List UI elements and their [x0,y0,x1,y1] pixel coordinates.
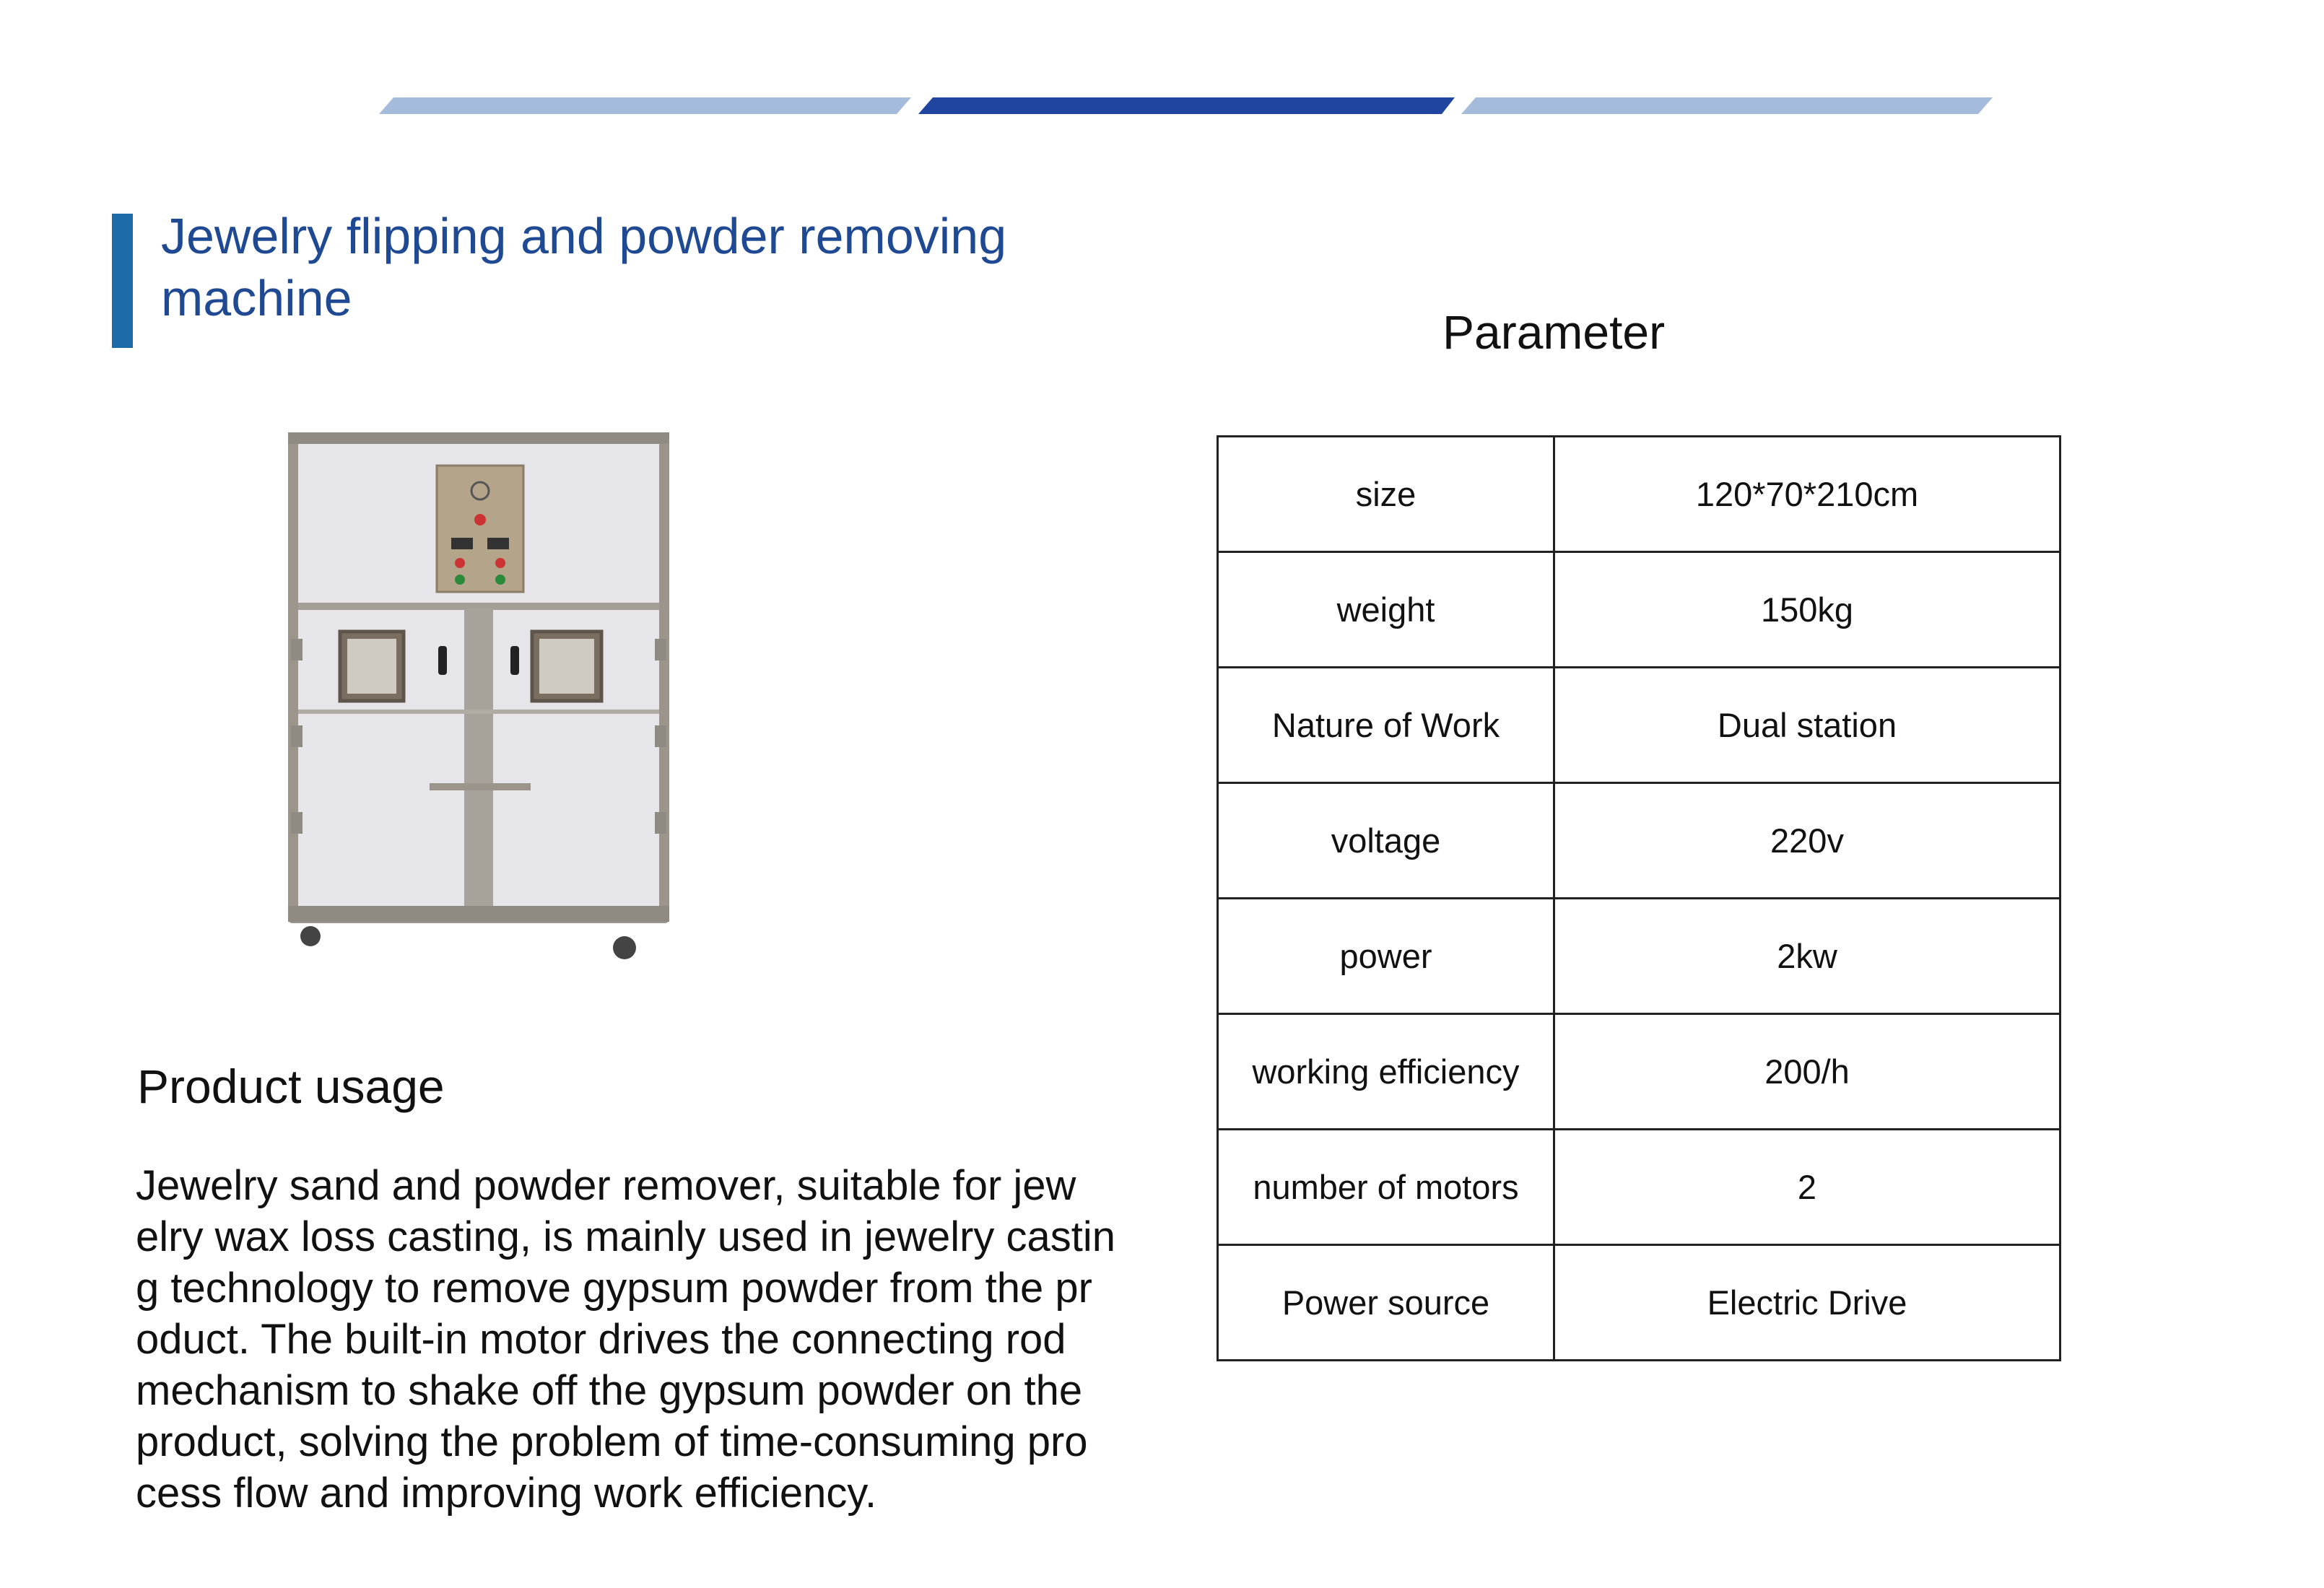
param-value: 2kw [1554,899,2060,1014]
param-key: Nature of Work [1218,668,1554,783]
usage-paragraph [136,1160,1146,1519]
param-value: 220v [1554,783,2060,899]
usage-line: cess flow and improving work efficiency. [136,1470,877,1517]
usage-heading: Product usage [137,1060,445,1113]
param-key: number of motors [1218,1130,1554,1245]
table-row [1218,1245,2060,1361]
page-title: Jewelry flipping and powder removing machine [161,208,1007,326]
usage-line: product, solving the problem of time-consuming pro [136,1418,1088,1465]
usage-line: g technology to remove gypsum powder from the pr [136,1265,1092,1312]
usage-line: oduct. The built-in motor drives the connecting rod [136,1316,1066,1363]
param-value: 200/h [1554,1014,2060,1130]
table-row [1218,668,2060,783]
table-row [1218,783,2060,899]
top-decorative-bars [0,0,2324,144]
param-value: Dual station [1554,668,2060,783]
table-row [1218,437,2060,552]
top-bar-center [918,97,1455,114]
param-key: power [1218,899,1554,1014]
param-key: Power source [1218,1245,1554,1361]
top-bar-left [379,97,911,114]
top-bar-right [1461,97,1993,114]
usage-line: Jewelry sand and powder remover, suitable for jew [136,1162,1076,1209]
table-row [1218,552,2060,668]
param-value: 2 [1554,1130,2060,1245]
title-accent-bar [112,214,133,348]
usage-line: elry wax loss casting, is mainly used in jewelry castin [136,1213,1116,1260]
table-row [1218,1130,2060,1245]
parameter-table [1217,435,2061,1361]
param-key: working efficiency [1218,1014,1554,1130]
machine-photo [278,422,682,967]
usage-line: mechanism to shake off the gypsum powder on the [136,1367,1083,1414]
parameter-heading: Parameter [1442,305,1666,359]
title-block [112,208,1123,348]
table-row [1218,899,2060,1014]
param-value: Electric Drive [1554,1245,2060,1361]
param-value: 150kg [1554,552,2060,668]
param-key: weight [1218,552,1554,668]
param-value: 120*70*210cm [1554,437,2060,552]
table-row [1218,1014,2060,1130]
param-key: size [1218,437,1554,552]
param-key: voltage [1218,783,1554,899]
